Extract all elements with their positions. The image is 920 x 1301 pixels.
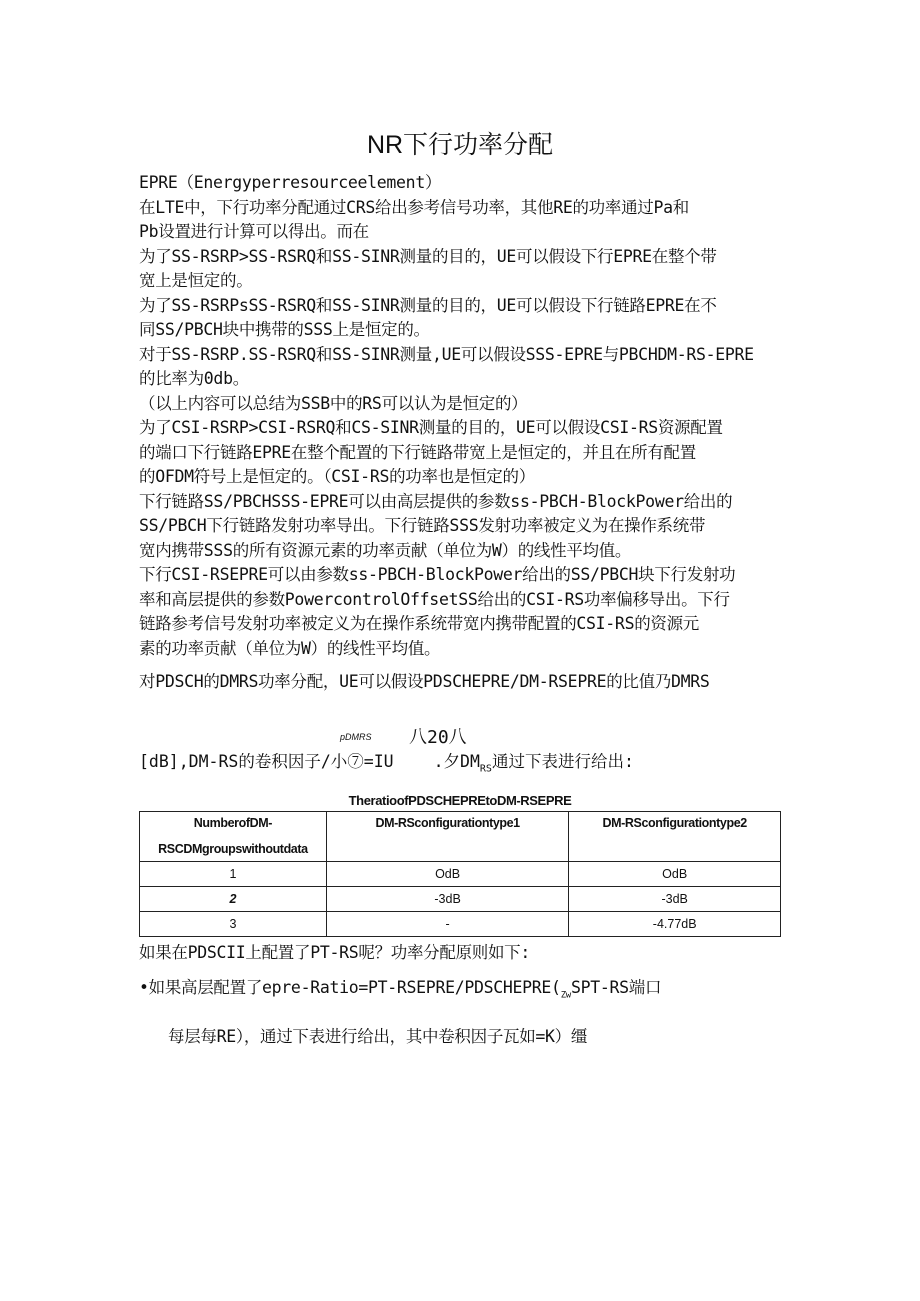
formula-top: [139, 723, 789, 749]
table-cell: OdB: [326, 862, 569, 887]
formula-line-mid: .夕DM: [433, 752, 480, 771]
paragraph-line: 素的功率贡献（单位为W）的线性平均值。: [139, 638, 441, 658]
table-header-row: [140, 812, 781, 862]
ptrs-line-2-start: •如果高层配置了epre-Ratio=PT-RSEPRE/PDSCHEPRE(: [139, 978, 561, 997]
table-title: TheratioofPDSCHEPREtoDM-RSEPRE: [348, 793, 572, 808]
ptrs-line-2: [139, 974, 661, 1000]
body-text: [139, 171, 789, 661]
paragraph-line: （以上内容可以总结为SSB中的RS可以认为是恒定的）: [139, 393, 528, 413]
table-cell: 1: [140, 862, 327, 887]
formula-top-text: 八20八: [409, 727, 467, 748]
paragraph-line: Pb设置进行计算可以得出。而在: [139, 222, 369, 241]
paragraph-line: SS/PBCH下行链路发射功率导出。下行链路SSS发射功率被定义为在操作系统带: [139, 516, 706, 535]
paragraph-line: 下行CSI-RSEPRE可以由参数ss-PBCH-BlockPower给出的SS/PBCH块下行发射功: [139, 565, 736, 584]
paragraph-line: 宽上是恒定的。: [139, 271, 253, 290]
table-header-cell: [140, 812, 327, 862]
header-line: DM-RSconfigurationtype1: [375, 816, 520, 830]
paragraph-line: 的比率为0db。: [139, 369, 249, 388]
table-row: [140, 912, 781, 937]
dmrs-intro: 对PDSCH的DMRS功率分配，UE可以假设PDSCHEPRE/DM-RSEPRE的比值乃DMRS: [139, 672, 710, 691]
paragraph-line: 为了SS-RSRPsSS-RSRQ和SS-SINR测量的目的，UE可以假设下行链路EPRE在不: [139, 295, 717, 315]
table-cell: 2: [140, 887, 327, 912]
formula-line-end: 通过下表进行给出:: [491, 752, 634, 771]
paragraph-line: 对于SS-RSRP.SS-RSRQ和SS-SINR测量,UE可以假设SSS-EPRE与PBCHDM-RS-EPRE: [139, 344, 754, 364]
paragraph-line: 在LTE中，下行功率分配通过CRS给出参考信号功率，其他RE的功率通过Pa和: [139, 197, 689, 217]
ptrs-line-2-sub: Zw: [560, 990, 571, 1001]
paragraph-line: 同SS/PBCH块中携带的SSS上是恒定的。: [139, 320, 430, 339]
formula-line-start: [dB],DM-RS的卷积因子/小⑦=IU: [139, 752, 394, 771]
ptrs-line-3: 每层每RE），通过下表进行给出，其中卷积因子瓦如=K）缰: [168, 1027, 588, 1046]
table-header-cell: [569, 812, 781, 862]
table-cell: OdB: [569, 862, 781, 887]
paragraph-line: 的OFDM符号上是恒定的。（CSI-RS的功率也是恒定的）: [139, 467, 535, 486]
table-cell: -3dB: [326, 887, 569, 912]
page-title: NR下行功率分配: [366, 131, 554, 159]
paragraph-line: EPRE（Energyperresourceelement）: [139, 173, 442, 192]
table-cell: -: [326, 912, 569, 937]
formula-line-sub: RS: [479, 763, 492, 775]
table-row: [140, 887, 781, 912]
paragraph-line: 为了SS-RSRP>SS-RSRQ和SS-SINR测量的目的，UE可以假设下行EPRE在整个带: [139, 246, 717, 266]
paragraph-line: 的端口下行链路EPRE在整个配置的下行链路带宽上是恒定的，并且在所有配置: [139, 442, 696, 462]
table-header-cell: [326, 812, 569, 862]
formula-line: [139, 748, 634, 774]
paragraph-line: 下行链路SS/PBCHSSS-EPRE可以由高层提供的参数ss-PBCH-BlockPower给出的: [139, 491, 733, 511]
paragraph-line: 链路参考信号发射功率被定义为在操作系统带宽内携带配置的CSI-RS的资源元: [139, 614, 700, 633]
table-cell: -4.77dB: [569, 912, 781, 937]
formula-small-label: pDMRS: [340, 732, 372, 742]
header-line: NumberofDM-: [193, 816, 273, 830]
epre-ratio-table: [139, 811, 781, 937]
header-line: RSCDMgroupswithoutdata: [158, 842, 308, 856]
table-cell: 3: [140, 912, 327, 937]
paragraph-line: 宽内携带SSS的所有资源元素的功率贡献（单位为W）的线性平均值。: [139, 540, 632, 560]
header-line: DM-RSconfigurationtype2: [602, 816, 747, 830]
paragraph-line: 为了CSI-RSRP>CSI-RSRQ和CS-SINR测量的目的，UE可以假设CSI-RS资源配置: [139, 418, 723, 437]
paragraph-line: 率和高层提供的参数PowercontrolOffsetSS给出的CSI-RS功率偏移导出。下行: [139, 589, 730, 609]
ptrs-line-1: 如果在PDSCII上配置了PT-RS呢？功率分配原则如下:: [139, 943, 531, 962]
ptrs-line-2-end: SPT-RS端口: [570, 978, 662, 997]
table-cell: -3dB: [569, 887, 781, 912]
table-row: [140, 862, 781, 887]
